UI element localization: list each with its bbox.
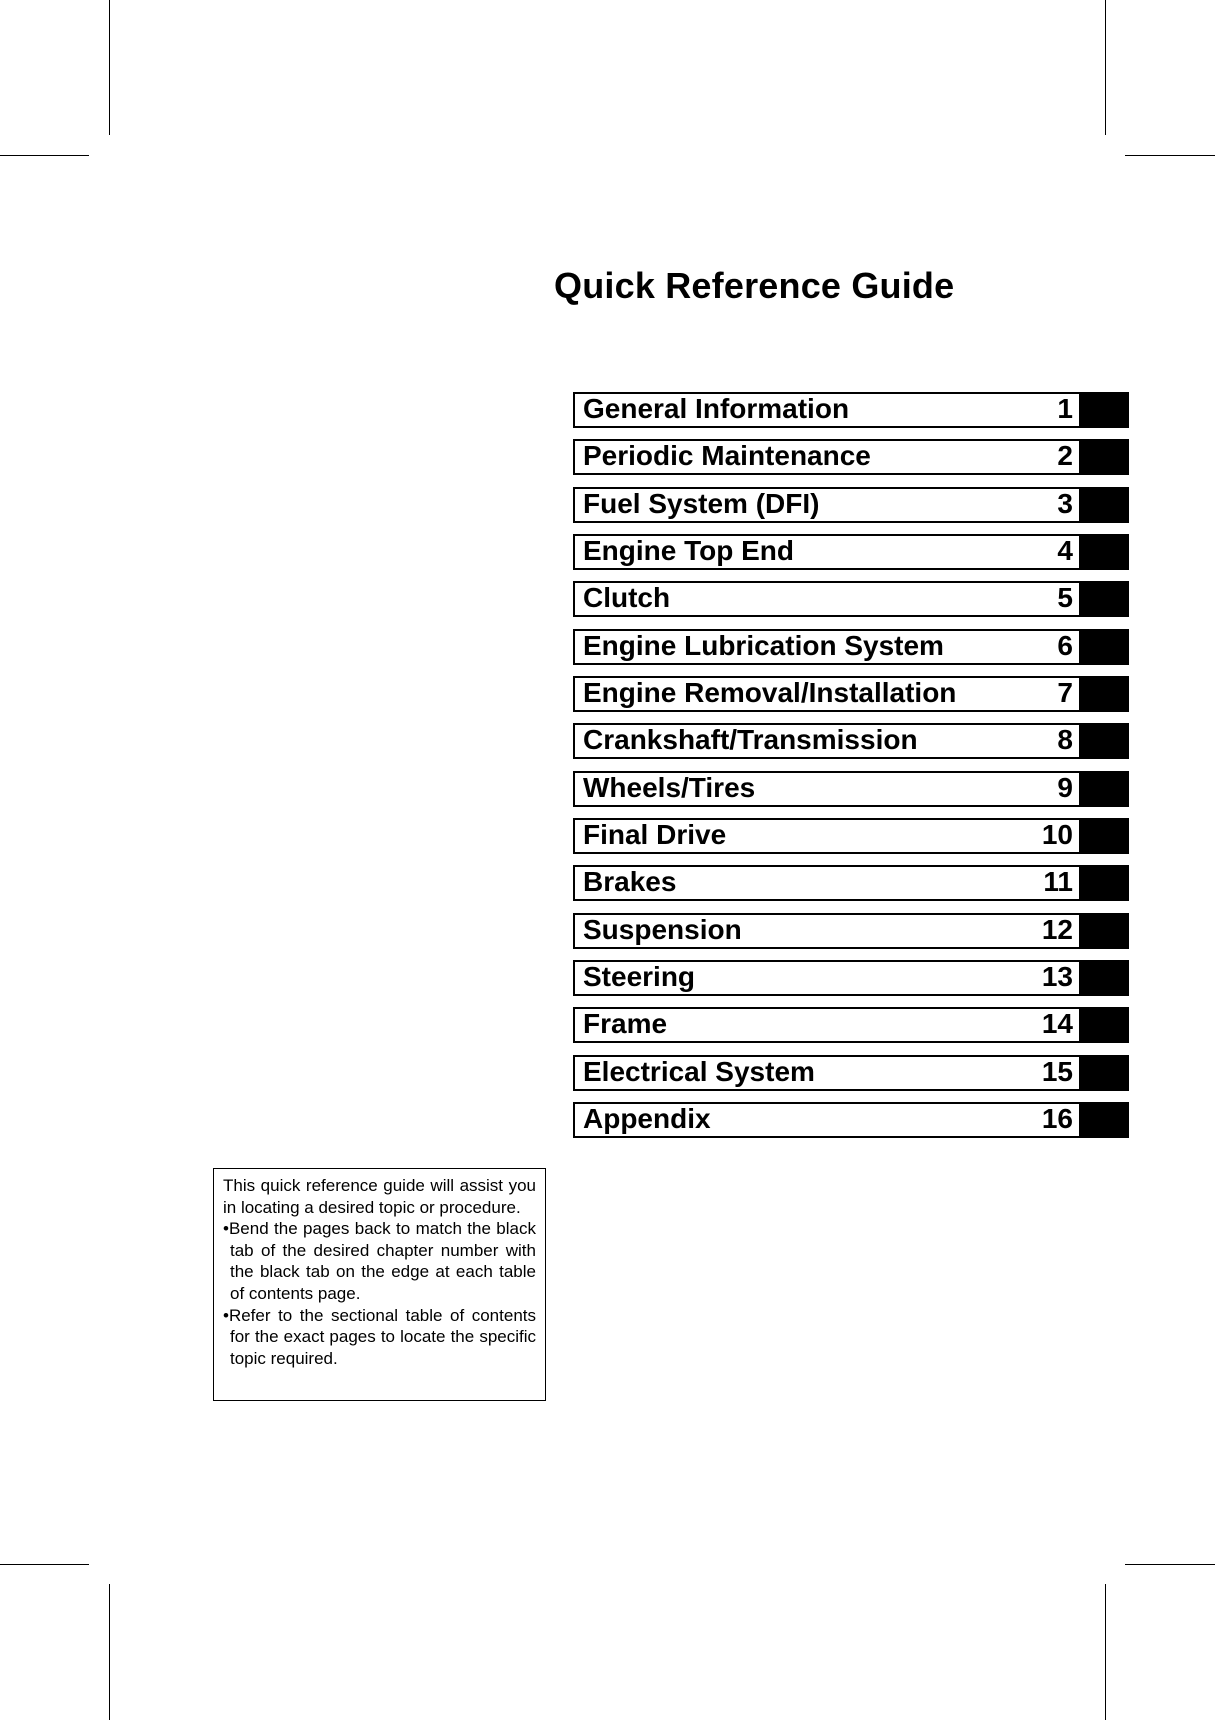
chapter-number: 1	[1057, 393, 1073, 424]
chapter-label: Clutch	[583, 582, 671, 614]
chapter-tab[interactable]	[1081, 865, 1129, 901]
chapter-row[interactable]	[573, 676, 1129, 712]
chapter-label: Suspension	[583, 913, 742, 945]
chapter-row[interactable]	[573, 1102, 1129, 1138]
chapter-row[interactable]	[573, 581, 1129, 617]
chapter-label: Engine Lubrication System	[583, 629, 944, 661]
chapter-number: 7	[1057, 676, 1073, 708]
chapter-label: Engine Top End	[583, 534, 795, 566]
chapter-number: 11	[1043, 866, 1073, 898]
chapter-tab[interactable]	[1081, 534, 1129, 570]
crop-mark-top-left-horizontal	[0, 155, 89, 156]
chapter-tab[interactable]	[1081, 723, 1129, 759]
chapter-tab[interactable]	[1081, 487, 1129, 523]
chapter-row[interactable]	[573, 913, 1129, 949]
page-title: Quick Reference Guide	[554, 265, 955, 306]
chapter-number: 3	[1057, 487, 1073, 519]
chapter-number: 5	[1057, 582, 1073, 614]
chapter-tab[interactable]	[1081, 771, 1129, 807]
chapter-tab[interactable]	[1081, 629, 1129, 665]
chapter-tab[interactable]	[1081, 392, 1129, 428]
chapter-number: 2	[1057, 440, 1073, 472]
chapter-number: 4	[1057, 534, 1073, 566]
chapter-label: Crankshaft/Transmission	[583, 724, 918, 756]
chapter-row[interactable]	[573, 723, 1129, 759]
chapter-label: Final Drive	[583, 818, 727, 850]
usage-note-intro: This quick reference guide will assist you in locating a desired topic or procedure.	[223, 1176, 536, 1217]
chapter-number: 15	[1041, 1055, 1073, 1087]
chapter-tab[interactable]	[1081, 439, 1129, 475]
crop-mark-bottom-right-horizontal	[1125, 1564, 1215, 1565]
chapter-label: Wheels/Tires	[583, 771, 756, 803]
chapter-label: Engine Removal/Installation	[583, 676, 957, 708]
chapter-row[interactable]	[573, 629, 1129, 665]
chapter-row[interactable]	[573, 439, 1129, 475]
chapter-label: General Information	[583, 393, 850, 424]
chapter-label: Electrical System	[583, 1055, 815, 1087]
crop-mark-bottom-left-horizontal	[0, 1564, 89, 1565]
chapter-row[interactable]	[573, 771, 1129, 807]
chapter-label: Periodic Maintenance	[583, 440, 871, 472]
crop-mark-top-right-horizontal	[1125, 155, 1215, 156]
chapter-number: 13	[1041, 960, 1073, 992]
chapter-row[interactable]	[573, 534, 1129, 570]
chapter-tab[interactable]	[1081, 1007, 1129, 1043]
chapter-tab[interactable]	[1081, 960, 1129, 996]
chapter-number: 12	[1041, 913, 1073, 945]
chapter-tab[interactable]	[1081, 913, 1129, 949]
chapter-row[interactable]	[573, 392, 1129, 428]
chapter-number: 14	[1041, 1008, 1073, 1040]
chapter-row[interactable]	[573, 865, 1129, 901]
crop-mark-bottom-right-vertical	[1105, 1584, 1106, 1720]
chapter-label: Brakes	[583, 866, 677, 898]
chapter-number: 9	[1057, 771, 1073, 803]
chapter-tab[interactable]	[1081, 1102, 1129, 1138]
chapter-number: 10	[1041, 818, 1073, 850]
chapter-number: 16	[1041, 1102, 1073, 1134]
chapter-label: Appendix	[583, 1102, 711, 1134]
chapter-number: 6	[1057, 629, 1073, 661]
chapter-row[interactable]	[573, 1055, 1129, 1091]
chapter-label: Steering	[583, 960, 696, 992]
chapter-tab[interactable]	[1081, 1055, 1129, 1091]
chapter-tab[interactable]	[1081, 581, 1129, 617]
usage-note-box	[213, 1168, 546, 1401]
chapter-tab[interactable]	[1081, 676, 1129, 712]
chapter-index	[573, 392, 1129, 1149]
chapter-number: 8	[1057, 724, 1073, 756]
crop-mark-top-right-vertical	[1105, 0, 1106, 135]
chapter-row[interactable]	[573, 818, 1129, 854]
chapter-row[interactable]	[573, 960, 1129, 996]
usage-note-bullet: •Bend the pages back to match the black tab of the desired chapter number with the black tab on the edge at each table of contents page.	[223, 1219, 536, 1303]
chapter-label: Frame	[583, 1008, 668, 1040]
chapter-row[interactable]	[573, 487, 1129, 523]
chapter-tab[interactable]	[1081, 818, 1129, 854]
crop-mark-top-left-vertical	[109, 0, 110, 135]
usage-note-bullet: •Refer to the sectional table of contents for the exact pages to locate the specific topic required.	[223, 1305, 536, 1368]
crop-mark-bottom-left-vertical	[109, 1584, 110, 1720]
chapter-label: Fuel System (DFI)	[583, 487, 820, 519]
chapter-row[interactable]	[573, 1007, 1129, 1043]
